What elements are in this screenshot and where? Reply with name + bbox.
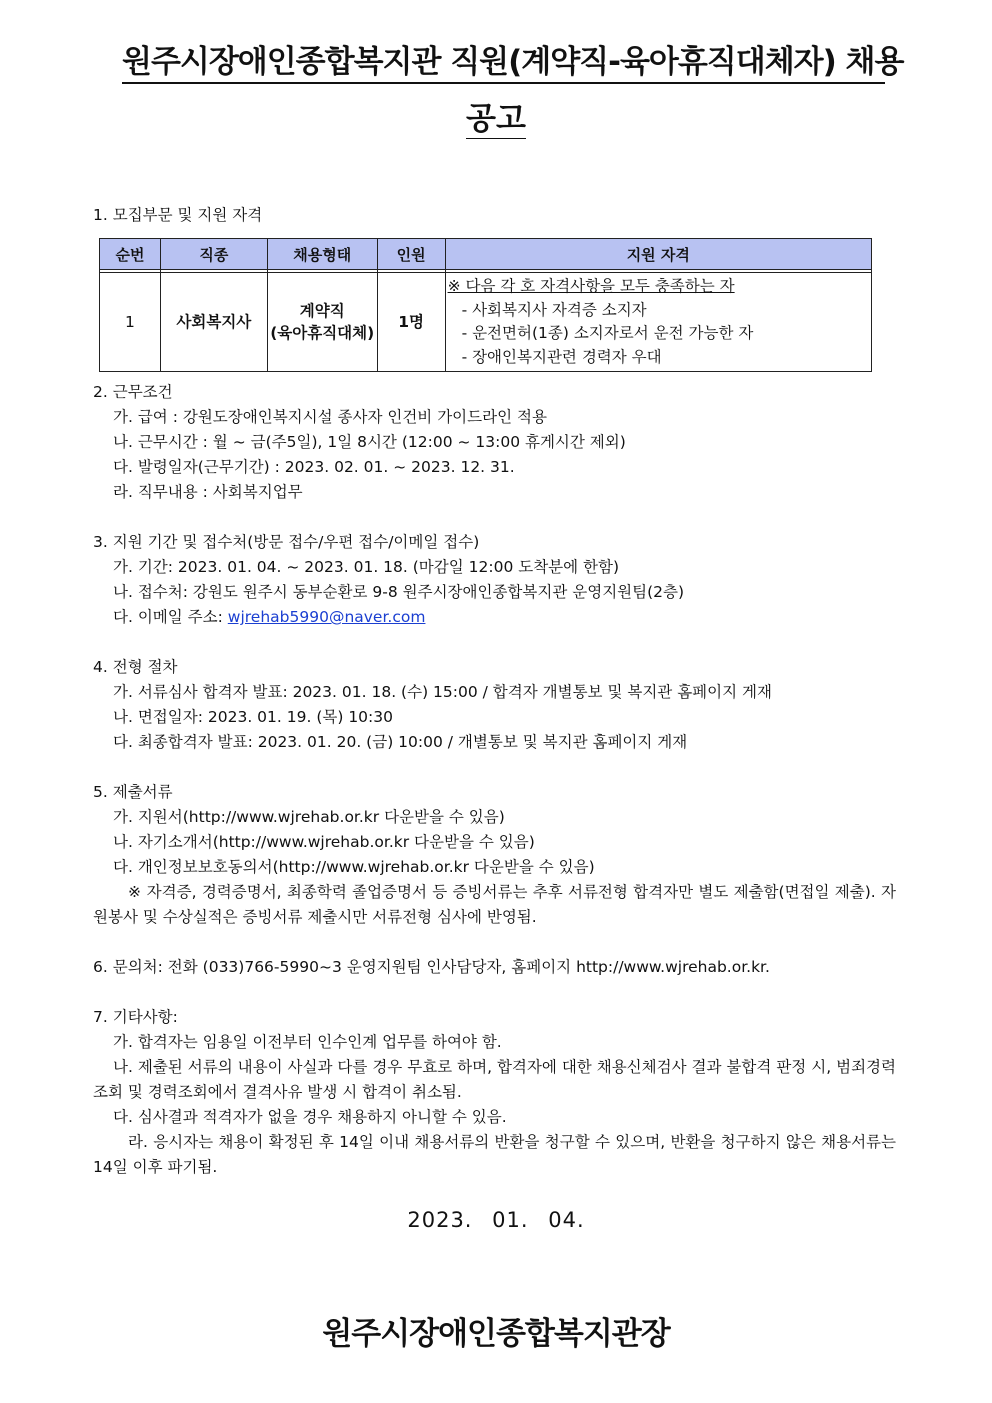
qualification-heading: ※ 다음 각 호 자격사항을 모두 충족하는 자: [447, 277, 735, 295]
section7-heading: 7. 기타사항:: [93, 1008, 178, 1026]
section7-item-c: 다. 심사결과 적격자가 없을 경우 채용하지 아니할 수 있음.: [113, 1108, 507, 1126]
recruitment-table: [99, 238, 872, 372]
section2-item: 다. 발령일자(근무기간) : 2023. 02. 01. ~ 2023. 12. 31.: [113, 458, 515, 476]
qualification-item: - 장애인복지관련 경력자 우대: [461, 347, 662, 366]
issuer-signature: 원주시장애인종합복지관장: [322, 1316, 670, 1352]
section7-item-d: 라. 응시자는 채용이 확정된 후 14일 이내 채용서류의 반환을 청구할 수 있으며, 반환을 청구하지 않은 채용서류는 14일 이후 파기됨.: [93, 1133, 896, 1176]
qualification-item: - 운전면허(1종) 소지자로서 운전 가능한 자: [461, 324, 754, 342]
document-title-line2: [0, 97, 992, 141]
cell-type-line2: (육아휴직대체): [270, 324, 375, 342]
header-qualification: 지원 자격: [445, 239, 871, 270]
header-no: 순번: [100, 239, 161, 270]
announcement-date: 2023. 01. 04.: [407, 1208, 585, 1232]
section4-item: 나. 면접일자: 2023. 01. 19. (목) 10:30: [113, 708, 393, 726]
email-link[interactable]: wjrehab5990@naver.com: [227, 608, 426, 626]
cell-count: 1명: [377, 273, 445, 372]
section5-item: 나. 자기소개서(http://www.wjrehab.or.kr 다운받을 수 있음): [113, 833, 535, 851]
section3-heading: 3. 지원 기간 및 접수처(방문 접수/우편 접수/이메일 접수): [93, 533, 480, 551]
section5-note: ※ 자격증, 경력증명서, 최종학력 졸업증명서 등 증빙서류는 추후 서류전형 합격자만 별도 제출함(면접일 제출). 자원봉사 및 수상실적은 증빙서류 제출시만 서류전형 심사에 반영됨.: [93, 883, 896, 926]
header-job: 직종: [160, 239, 267, 270]
section6-contact: 6. 문의처: 전화 (033)766-5990~3 운영지원팀 인사담당자, 홈페이지 http://www.wjrehab.or.kr.: [93, 958, 770, 976]
header-type: 채용형태: [267, 239, 377, 270]
section5-heading: 5. 제출서류: [93, 783, 173, 801]
cell-type-line1: 계약직: [299, 302, 345, 320]
header-count: 인원: [377, 239, 445, 270]
section4-item: 다. 최종합격자 발표: 2023. 01. 20. (금) 10:00 / 개별통보 및 복지관 홈페이지 게재: [113, 733, 688, 751]
table-header-row: [100, 239, 872, 270]
section2-item: 나. 근무시간 : 월 ~ 금(주5일), 1일 8시간 (12:00 ~ 13:00 휴게시간 제외): [113, 433, 626, 451]
title-line2-text: 공고: [466, 101, 526, 137]
section7-item-a: 가. 합격자는 임용일 이전부터 인수인계 업무를 하여야 함.: [113, 1033, 502, 1051]
section7-item-b: 나. 제출된 서류의 내용이 사실과 다를 경우 무효로 하며, 합격자에 대한 채용신체검사 결과 불합격 판정 시, 범죄경력 조회 및 경력조회에서 결격사유 발생 시 합격이 취소됨.: [93, 1058, 896, 1101]
table-row: [100, 273, 872, 372]
section2-heading: 2. 근무조건: [93, 383, 173, 401]
document-title: 원주시장애인종합복지관 직원(계약직-육아휴직대체자) 채용: [122, 44, 904, 80]
cell-type: [267, 273, 377, 372]
section4-heading: 4. 전형 절차: [93, 658, 178, 676]
section1-heading: 1. 모집부문 및 지원 자격: [93, 206, 263, 224]
section3-email-line: [113, 607, 425, 627]
section5-item: 다. 개인정보보호동의서(http://www.wjrehab.or.kr 다운받을 수 있음): [113, 858, 595, 876]
qualification-item: - 사회복지사 자격증 소지자: [461, 300, 647, 319]
email-label: 다. 이메일 주소:: [113, 608, 228, 626]
section3-item: 가. 기간: 2023. 01. 04. ~ 2023. 01. 18. (마감일 12:00 도착분에 한함): [113, 558, 620, 576]
section3-item: 나. 접수처: 강원도 원주시 동부순환로 9-8 원주시장애인종합복지관 운영지원팀(2층): [113, 583, 685, 601]
title-underline: [122, 82, 885, 84]
cell-job: 사회복지사: [160, 273, 267, 372]
cell-qualification: [445, 273, 871, 372]
cell-no: 1: [100, 273, 161, 372]
section4-item: 가. 서류심사 합격자 발표: 2023. 01. 18. (수) 15:00 / 합격자 개별통보 및 복지관 홈페이지 게재: [113, 683, 772, 701]
section5-item: 가. 지원서(http://www.wjrehab.or.kr 다운받을 수 있음): [113, 808, 505, 826]
section2-item: 라. 직무내용 : 사회복지업무: [113, 483, 303, 501]
section2-item: 가. 급여 : 강원도장애인복지시설 종사자 인건비 가이드라인 적용: [113, 408, 547, 426]
